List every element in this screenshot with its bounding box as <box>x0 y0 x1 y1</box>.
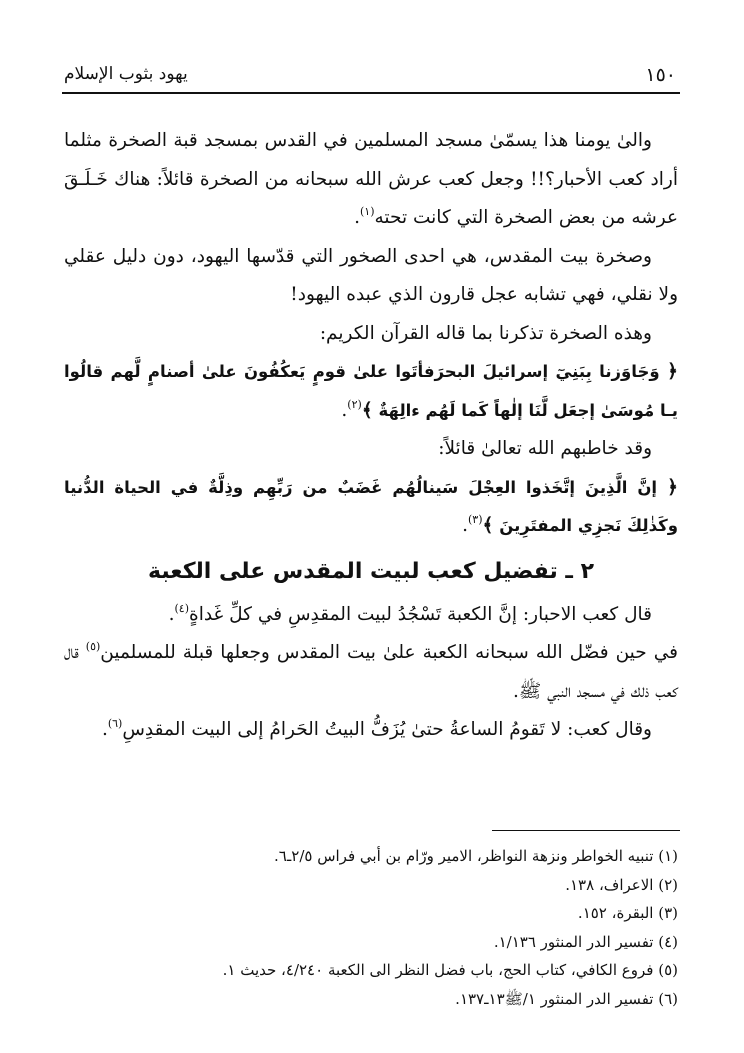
verse-open-bracket: ﴿ <box>667 361 678 382</box>
paragraph-5 <box>64 596 678 635</box>
section-heading: ٢ ـ تفضيل كعب لبيت المقدس على الكعبة <box>147 558 595 584</box>
paragraph-3: وهذه الصخرة تذكرنا بما قاله القرآن الكريم: <box>319 322 652 344</box>
footnote-1: (١) تنبيه الخواطر ونزهة النواظر، الامير ورّام بن أبي فراس ٢/٥ـ٦. <box>274 847 678 865</box>
quran-verse-1-text: وَجَاوَزنا بِبَنِيٓ إسرائيلَ البحرَفأتَوا علىٰ قومٍ يَعكُفُونَ علىٰ أصنامٍ لَّهم قالُوا يـا مُوسَىٰ إجعَل لَّنَا إلٰهاً كَما لَهُم ءالِهَةٌ <box>64 362 678 420</box>
footnote-ref-1: (١) <box>360 205 375 218</box>
footnote-6: (٦) تفسير الدر المنثور ١/ﷺ١٣ـ١٣٧. <box>455 989 678 1008</box>
page-number: ١٥٠ <box>645 64 676 86</box>
footnote-ref-5: (٥) <box>85 640 101 653</box>
paragraph-6-text-a: في حين فضّل الله سبحانه الكعبة علىٰ بيت المقدس وجعلها قبلة للمسلمين <box>100 642 678 663</box>
paragraph-5-text: قال كعب الاحبار: إنَّ الكعبة تَسْجُدُ لبيت المقدِسِ في كلِّ غَداةٍ <box>189 603 652 625</box>
paragraph-4: وقد خاطبهم الله تعالىٰ قائلاً: <box>438 438 652 459</box>
page-header <box>62 58 680 94</box>
running-title: يهود بثوب الإسلام <box>64 64 188 84</box>
footnote-ref-6: (٦) <box>107 717 123 730</box>
quran-verse-2-text: إنَّ الَّذِينَ إتَّخَذوا العِجْلَ سَينالُهُم غَضَبٌ من رَبِّهِم وذِلَّةٌ في الحياة الدُّنيا وكَذٰلِكَ نَجزِي المفتَرِينَ <box>64 477 678 535</box>
paragraph-5-end: . <box>168 603 175 625</box>
paragraph-1-text: والىٰ يومنا هذا يسمّىٰ مسجد المسلمين في القدس بمسجد قبة الصخرة مثلما أراد كعب الأحبار؟!! وجعل كعب عرش الله سبحانه من الصخرة قائلاً: هناك خَـلَـقَ عرشه من بعض الصخرة التي كانت تحته <box>64 130 678 228</box>
footnote-4: (٤) تفسير الدر المنثور ١/١٣٦. <box>493 932 678 951</box>
paragraph-7-text: وقال كعب: لا تَقومُ الساعةُ حتىٰ يُزَفُّ البيتُ الحَرامُ إلى البيت المقدِسِ <box>122 719 652 740</box>
paragraph-2: وصخرة بيت المقدس، هي احدى الصخور التي قدّسها اليهود، دون دليل عقلي ولا نقلي، فهي تشابه عجل قارون الذي عبده اليهود! <box>64 245 678 305</box>
footnote-5: (٥) فروع الكافي، كتاب الحج، باب فضل النظر الى الكعبة ٤/٢٤٠، حديث ١. <box>222 961 678 979</box>
verse-close-bracket: ﴾ <box>482 515 494 536</box>
quran-verse-1-end: . <box>341 399 348 421</box>
paragraph-7-end: . <box>101 719 108 740</box>
verse-close-bracket: ﴾ <box>361 399 373 421</box>
paragraph-6 <box>64 634 678 711</box>
paragraph-1-end: . <box>354 207 360 228</box>
footnote-divider <box>492 830 680 831</box>
footnote-ref-2: (٢) <box>347 397 362 411</box>
footnotes-list <box>64 842 678 1013</box>
footnote-ref-4: (٤) <box>174 601 190 615</box>
paragraph-7 <box>64 711 678 750</box>
footnote-ref-3: (٣) <box>468 513 483 526</box>
main-text <box>64 122 678 750</box>
verse-open-bracket: ﴿ <box>667 476 678 498</box>
quran-verse-2 <box>64 469 678 546</box>
quran-verse-2-end: . <box>462 515 468 536</box>
footnote-2: (٢) الاعراف، ١٣٨. <box>565 875 678 894</box>
footnote-3: (٣) البقرة، ١٥٢. <box>577 904 678 922</box>
quran-verse-1 <box>64 353 678 430</box>
paragraph-6-text-b: قال كعب ذلك في مسجد النبي ﷺ. <box>64 642 678 702</box>
paragraph-1 <box>64 122 678 238</box>
